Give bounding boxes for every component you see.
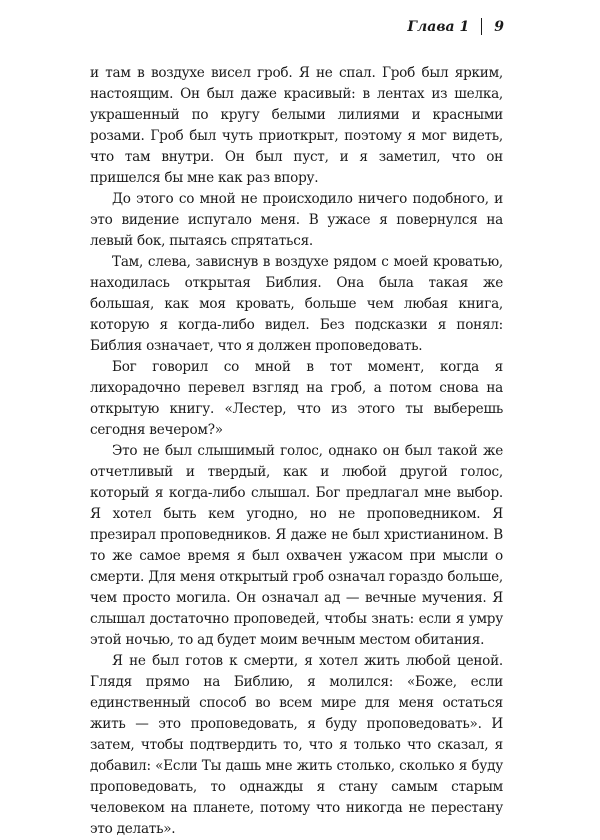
paragraph-1: и там в воздухе висел гроб. Я не спал. Гроб был ярким, настоящим. Он был даже красивый: в лентах из шелка, украшенный по кругу белыми лилиями и красными розами. Гроб был чуть приоткрыт, поэтому я мог видеть, что там внутри. Он был пуст, и я заметил, что он пришелся бы мне как раз впору. <box>90 65 503 186</box>
paragraph-2: До этого со мной не происходило ничего подобного, и это видение испугало меня. В ужасе я повернулся на левый бок, пытаясь спрятаться. <box>90 191 503 249</box>
chapter-title: Глава 1 <box>407 18 470 35</box>
body-text <box>90 63 503 840</box>
running-head <box>407 18 504 35</box>
page-number: 9 <box>494 18 504 35</box>
paragraph-3: Там, слева, зависнув в воздухе рядом с моей кроватью, находилась открытая Библия. Она была такая же большая, как моя кровать, больше чем любая книга, которую я когда-либо видел. Без подсказки я понял: Библия означает, что я должен проповедовать. <box>90 254 503 354</box>
paragraph-4: Бог говорил со мной в тот момент, когда я лихорадочно перевел взгляд на гроб, а потом снова на открытую книгу. «Лестер, что из этого ты выберешь сегодня вечером?» <box>90 359 503 438</box>
paragraph-5: Это не был слышимый голос, однако он был такой же отчетливый и твердый, как и любой другой голос, который я когда-либо слышал. Бог предлагал мне выбор. Я хотел быть кем угодно, но не проповедником. Я презирал проповедников. Я даже не был христианином. В то же самое время я был охвачен ужасом при мысли о смерти. Для меня открытый гроб означал гораздо больше, чем просто могила. Он означал ад — вечные мучения. Я слышал достаточно проповедей, чтобы знать: если я умру этой ночью, то ад будет моим вечным местом обитания. <box>90 443 503 648</box>
header-divider <box>481 18 482 35</box>
paragraph-6: Я не был готов к смерти, я хотел жить любой ценой. Глядя прямо на Библию, я молился: «Боже, если единственный способ во всем мире для меня остаться жить — это проповедовать, я буду проповедовать». И затем, чтобы подтвердить то, что я только что сказал, я добавил: «Если Ты дашь мне жить столько, сколько я буду проповедовать, то однажды я стану самым старым человеком на планете, потому что никогда не перестану это делать». <box>90 653 503 837</box>
